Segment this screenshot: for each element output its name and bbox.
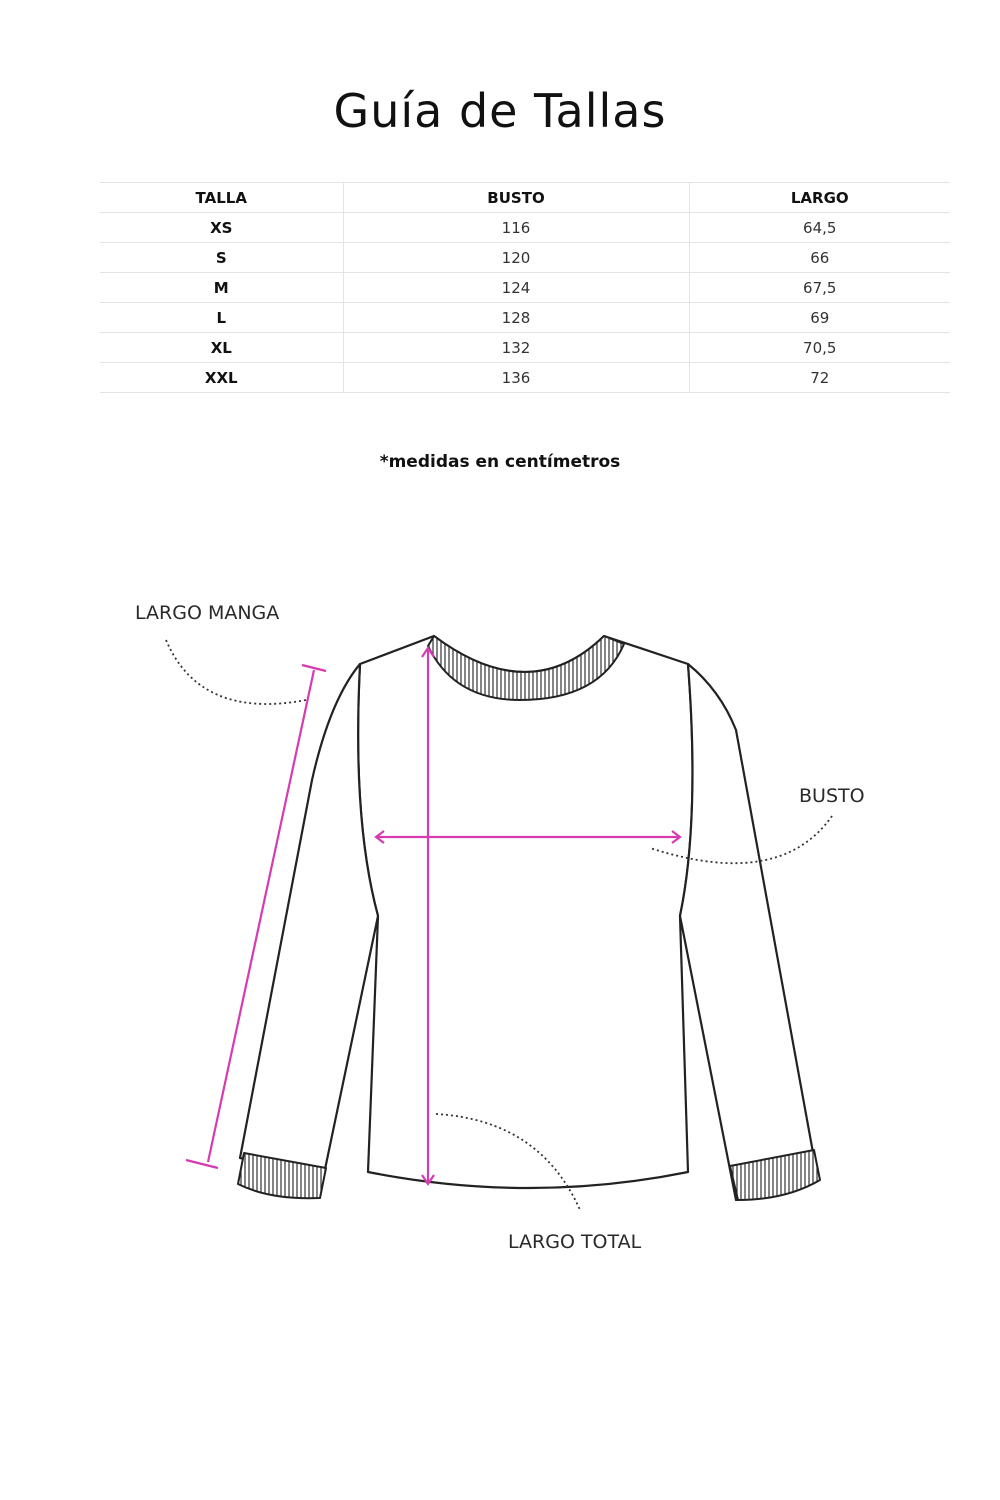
size-cell: XXL	[100, 363, 343, 393]
busto-cell: 132	[343, 333, 689, 363]
busto-cell: 120	[343, 243, 689, 273]
right-sleeve	[680, 664, 818, 1200]
size-cell: XL	[100, 333, 343, 363]
table-row	[100, 213, 950, 243]
size-cell: L	[100, 303, 343, 333]
table-row	[100, 243, 950, 273]
header-talla: TALLA	[100, 183, 343, 213]
table-header-row	[100, 183, 950, 213]
sleeve-measure-tick-bottom	[186, 1160, 218, 1168]
sweater-outline	[238, 636, 820, 1200]
page-title: Guía de Tallas	[333, 84, 667, 138]
largo-cell: 69	[689, 303, 950, 333]
table-row	[100, 333, 950, 363]
bust-label: BUSTO	[799, 785, 865, 807]
largo-cell: 66	[689, 243, 950, 273]
sweater-body	[358, 636, 692, 1188]
largo-cell: 70,5	[689, 333, 950, 363]
table-row	[100, 303, 950, 333]
busto-cell: 124	[343, 273, 689, 303]
header-busto: BUSTO	[343, 183, 689, 213]
size-cell: M	[100, 273, 343, 303]
busto-cell: 116	[343, 213, 689, 243]
table-row	[100, 363, 950, 393]
total-length-label: LARGO TOTAL	[508, 1231, 642, 1253]
size-cell: XS	[100, 213, 343, 243]
largo-cell: 67,5	[689, 273, 950, 303]
table-row	[100, 273, 950, 303]
size-table	[100, 182, 950, 393]
sweater-diagram	[0, 560, 1000, 1280]
units-note: *medidas en centímetros	[379, 452, 621, 472]
busto-cell: 128	[343, 303, 689, 333]
largo-cell: 64,5	[689, 213, 950, 243]
busto-cell: 136	[343, 363, 689, 393]
sleeve-leader	[166, 640, 306, 704]
size-cell: S	[100, 243, 343, 273]
header-largo: LARGO	[689, 183, 950, 213]
sleeve-length-label: LARGO MANGA	[135, 602, 280, 624]
largo-cell: 72	[689, 363, 950, 393]
